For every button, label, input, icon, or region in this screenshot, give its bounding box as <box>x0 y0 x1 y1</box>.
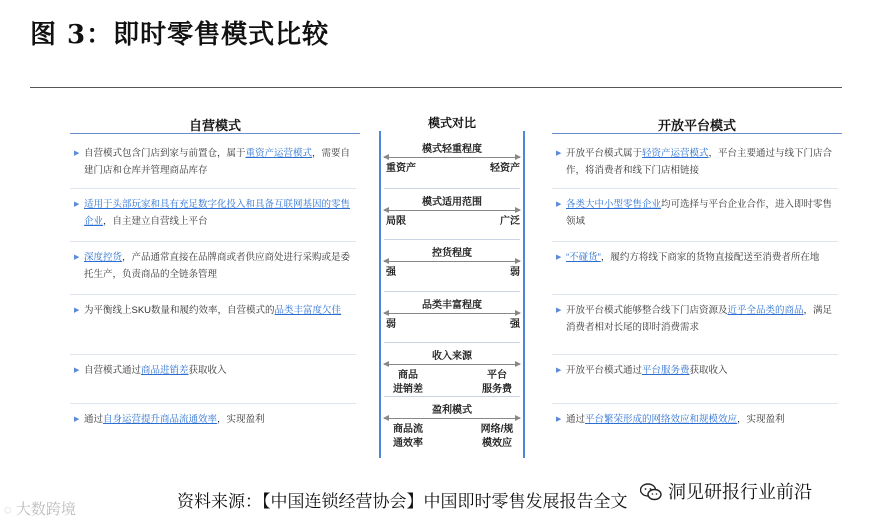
comparison-right-value: 网络/规 模效应 <box>480 424 514 449</box>
left-item <box>74 411 356 428</box>
row-separator <box>552 241 838 242</box>
right-column-line <box>552 133 842 134</box>
left-item <box>74 196 356 230</box>
bullet-icon: ▶ <box>74 416 80 423</box>
item-text: ，实现盈利 <box>217 414 265 425</box>
highlight-text: 深度控货 <box>84 252 123 263</box>
section-divider <box>384 239 520 240</box>
comparison-left-value: 强 <box>386 267 396 278</box>
row-separator <box>70 241 356 242</box>
section-divider <box>384 396 520 397</box>
bullet-icon: ▶ <box>74 367 80 374</box>
wechat-icon <box>640 483 662 501</box>
double-arrow-icon <box>384 364 520 365</box>
bullet-icon: ▶ <box>556 416 562 423</box>
highlight-text: 重资产运营模式 <box>245 148 313 159</box>
figure-title: 图 3：即时零售模式比较 <box>30 20 330 50</box>
right-item <box>556 362 838 379</box>
right-item <box>556 249 838 266</box>
row-separator <box>552 188 838 189</box>
row-separator <box>70 354 356 355</box>
double-arrow-icon <box>384 418 520 419</box>
highlight-text: 轻资产运营模式 <box>642 148 709 159</box>
comparison-left-value: 局限 <box>386 216 406 227</box>
comparison-dimension: 模式适用范围 <box>422 197 482 208</box>
comparison-dimension: 盈利模式 <box>432 405 472 416</box>
item-text: 开放平台模式能够整合线下门店资源及 <box>566 305 728 316</box>
title-rule <box>30 87 842 88</box>
comparison-right-value: 轻资产 <box>490 163 520 174</box>
row-separator <box>552 403 838 404</box>
comparison-left-value: 商品 进销差 <box>393 370 423 395</box>
right-item <box>556 145 838 179</box>
item-text: ，满足消费者相对长尾的即时消费需求 <box>566 305 833 333</box>
bullet-icon: ▶ <box>74 150 80 157</box>
wechat-watermark-text: 洞见研报行业前沿 <box>668 482 812 502</box>
section-divider <box>384 188 520 189</box>
item-text: 通过 <box>84 414 104 425</box>
highlight-text: 适用于头部玩家和具有充足数字化投入和具备互联网基因的零售企业 <box>84 199 351 227</box>
highlight-text: 近乎全品类的商品 <box>727 305 804 316</box>
comparison-dimension: 收入来源 <box>432 351 472 362</box>
row-separator <box>552 354 838 355</box>
item-text: ，自主建立自营线上平台 <box>103 216 208 227</box>
item-text: 开放平台模式通过 <box>566 365 643 376</box>
corner-watermark-text: 大数跨境 <box>15 501 76 518</box>
wechat-watermark <box>640 478 812 504</box>
item-text: ，实现盈利 <box>737 414 785 425</box>
left-item <box>74 302 356 319</box>
item-text: 自营模式通过 <box>84 365 142 376</box>
comparison-dimension: 品类丰富程度 <box>422 300 482 311</box>
item-text: 通过 <box>566 414 586 425</box>
row-separator <box>552 294 838 295</box>
item-text: ，需要自建门店和仓库并管理商品库存 <box>84 148 351 176</box>
highlight-text: 自身运营提升商品流通效率 <box>103 414 218 425</box>
comparison-left-value: 商品流 通效率 <box>393 424 423 449</box>
section-divider <box>384 291 520 292</box>
bullet-icon: ▶ <box>556 201 562 208</box>
comparison-right-value: 平台 服务费 <box>482 370 512 395</box>
row-separator <box>70 403 356 404</box>
item-text: 开放平台模式属于 <box>566 148 643 159</box>
comparison-left-value: 重资产 <box>386 163 416 174</box>
bullet-icon: ▶ <box>556 150 562 157</box>
left-item <box>74 249 356 283</box>
double-arrow-icon <box>384 313 520 314</box>
highlight-text: 平台繁荣形成的网络效应和规模效应 <box>585 414 738 425</box>
highlight-text: 商品进销差 <box>141 365 189 376</box>
bullet-icon: ▶ <box>74 201 80 208</box>
left-column-title: 自营模式 <box>188 118 241 133</box>
double-arrow-icon <box>384 261 520 262</box>
comparison-dimension: 模式轻重程度 <box>422 144 482 155</box>
item-text: 获取收入 <box>689 365 728 376</box>
right-item <box>556 411 838 428</box>
comparison-right-value: 弱 <box>510 267 520 278</box>
comparison-left-value: 弱 <box>386 319 396 330</box>
bullet-icon: ▶ <box>74 307 80 314</box>
bullet-icon: ▶ <box>556 307 562 314</box>
double-arrow-icon <box>384 157 520 158</box>
item-text: 为平衡线上SKU数量和履约效率，自营模式的 <box>84 305 275 316</box>
highlight-text: 平台服务费 <box>642 365 690 376</box>
item-text: ，平台主要通过与线下门店合作，将消费者和线下门店相链接 <box>566 148 833 176</box>
right-item <box>556 302 838 336</box>
comparison-dimension: 控货程度 <box>432 248 472 259</box>
center-column-title: 模式对比 <box>427 116 476 130</box>
item-text: ，履约方将线下商家的货物直接配送至消费者所在地 <box>600 252 820 263</box>
item-text: 均可选择与平台企业合作，进入即时零售领域 <box>566 199 833 227</box>
right-item <box>556 196 838 230</box>
item-text: 获取收入 <box>188 365 227 376</box>
left-item <box>74 145 356 179</box>
row-separator <box>70 294 356 295</box>
section-divider <box>384 342 520 343</box>
right-column-title: 开放平台模式 <box>657 118 736 133</box>
item-text: ，产品通常直接在品牌商或者供应商处进行采购或是委托生产，负责商品的全链条管理 <box>84 252 351 280</box>
comparison-right-value: 强 <box>510 319 520 330</box>
speech-bubble-icon: ◌ <box>4 502 12 517</box>
highlight-text: 品类丰富度欠佳 <box>274 305 342 316</box>
bullet-icon: ▶ <box>74 254 80 261</box>
highlight-text: “不碰货” <box>566 252 601 263</box>
bullet-icon: ▶ <box>556 367 562 374</box>
bullet-icon: ▶ <box>556 254 562 261</box>
source-note: 资料来源：【中国连锁经营协会】中国即时零售发展报告全文 <box>177 492 628 511</box>
left-column-line <box>70 133 360 134</box>
item-text: 自营模式包含门店到家与前置仓，属于 <box>84 148 246 159</box>
comparison-right-value: 广泛 <box>500 216 520 227</box>
double-arrow-icon <box>384 210 520 211</box>
highlight-text: 各类大中小型零售企业 <box>566 199 662 210</box>
corner-watermark <box>4 498 76 519</box>
left-item <box>74 362 356 379</box>
row-separator <box>70 188 356 189</box>
